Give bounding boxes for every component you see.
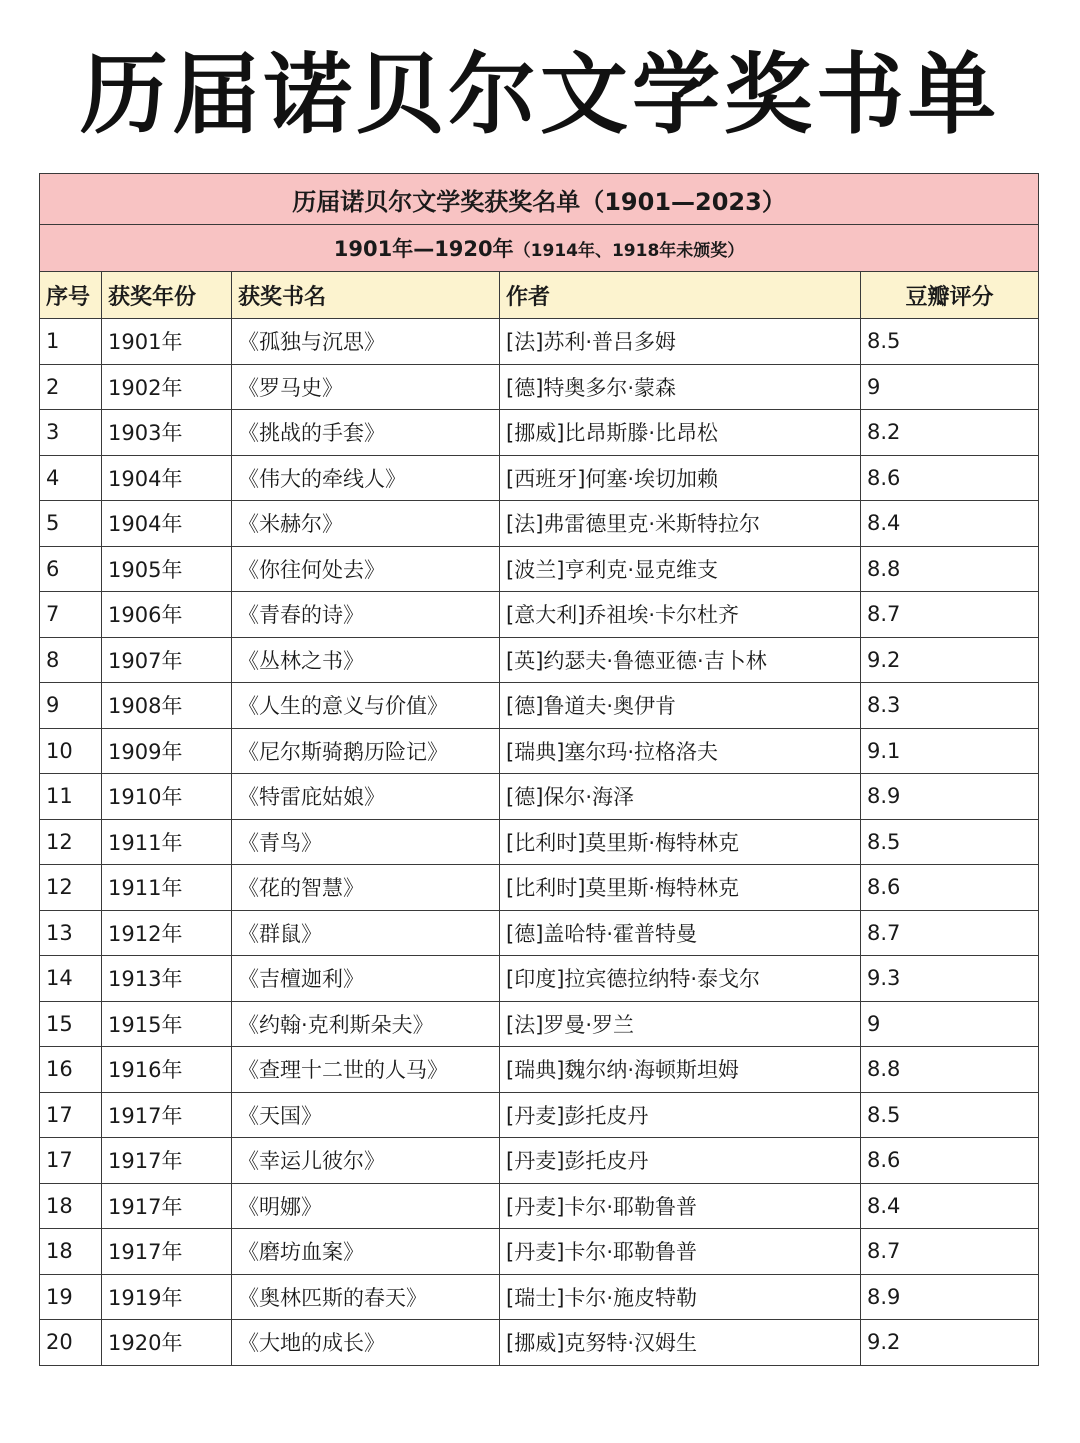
cell-rating: 8.9 [861,1274,1039,1320]
cell-no: 2 [40,364,102,410]
cell-author: [德]盖哈特·霍普特曼 [500,910,861,956]
cell-book: 《大地的成长》 [232,1320,500,1366]
table-row [40,865,1039,911]
cell-year: 1913年 [102,956,232,1002]
cell-rating: 8.6 [861,865,1039,911]
cell-no: 1 [40,319,102,365]
column-header-author: 作者 [500,272,861,319]
table-row [40,1320,1039,1366]
cell-year: 1917年 [102,1092,232,1138]
table-row [40,319,1039,365]
cell-rating: 9.2 [861,637,1039,683]
cell-no: 18 [40,1183,102,1229]
table-row [40,1274,1039,1320]
cell-book: 《幸运儿彼尔》 [232,1138,500,1184]
cell-no: 13 [40,910,102,956]
table-row [40,819,1039,865]
cell-no: 20 [40,1320,102,1366]
cell-book: 《天国》 [232,1092,500,1138]
table-title-row [40,174,1039,225]
cell-book: 《孤独与沉思》 [232,319,500,365]
cell-book: 《群鼠》 [232,910,500,956]
cell-no: 11 [40,774,102,820]
column-header-book: 获奖书名 [232,272,500,319]
table-row [40,910,1039,956]
table-row [40,1092,1039,1138]
cell-rating: 8.9 [861,774,1039,820]
cell-rating: 8.7 [861,910,1039,956]
cell-book: 《查理十二世的人马》 [232,1047,500,1093]
table-row [40,592,1039,638]
cell-year: 1917年 [102,1138,232,1184]
cell-no: 7 [40,592,102,638]
cell-book: 《磨坊血案》 [232,1229,500,1275]
cell-author: [意大利]乔祖埃·卡尔杜齐 [500,592,861,638]
table-row [40,410,1039,456]
column-header-year: 获奖年份 [102,272,232,319]
cell-book: 《明娜》 [232,1183,500,1229]
cell-author: [比利时]莫里斯·梅特林克 [500,819,861,865]
cell-rating: 8.4 [861,501,1039,547]
cell-rating: 8.7 [861,592,1039,638]
table-row [40,1229,1039,1275]
cell-author: [瑞士]卡尔·施皮特勒 [500,1274,861,1320]
cell-year: 1905年 [102,546,232,592]
page-title: 历届诺贝尔文学奖书单 [79,43,1000,146]
cell-no: 10 [40,728,102,774]
cell-author: [波兰]亨利克·显克维支 [500,546,861,592]
cell-no: 12 [40,865,102,911]
cell-year: 1920年 [102,1320,232,1366]
table-row [40,956,1039,1002]
cell-author: [挪威]比昂斯滕·比昂松 [500,410,861,456]
cell-book: 《罗马史》 [232,364,500,410]
column-header-row [40,272,1039,319]
table-row [40,546,1039,592]
cell-no: 16 [40,1047,102,1093]
cell-author: [法]弗雷德里克·米斯特拉尔 [500,501,861,547]
cell-year: 1911年 [102,819,232,865]
cell-rating: 8.7 [861,1229,1039,1275]
cell-book: 《丛林之书》 [232,637,500,683]
cell-year: 1908年 [102,683,232,729]
table-row [40,728,1039,774]
table-title: 历届诺贝尔文学奖获奖名单（1901—2023） [40,174,1039,225]
cell-rating: 9.2 [861,1320,1039,1366]
cell-year: 1915年 [102,1001,232,1047]
cell-rating: 9 [861,364,1039,410]
cell-book: 《伟大的牵线人》 [232,455,500,501]
table-row [40,683,1039,729]
cell-book: 《花的智慧》 [232,865,500,911]
cell-year: 1903年 [102,410,232,456]
column-header-rating: 豆瓣评分 [861,272,1039,319]
cell-rating: 9.3 [861,956,1039,1002]
cell-author: [丹麦]彭托皮丹 [500,1138,861,1184]
cell-rating: 8.5 [861,819,1039,865]
cell-rating: 9.1 [861,728,1039,774]
cell-author: [德]保尔·海泽 [500,774,861,820]
cell-no: 17 [40,1092,102,1138]
cell-no: 19 [40,1274,102,1320]
cell-author: [瑞典]魏尔纳·海顿斯坦姆 [500,1047,861,1093]
cell-no: 18 [40,1229,102,1275]
cell-author: [丹麦]卡尔·耶勒鲁普 [500,1183,861,1229]
cell-author: [挪威]克努特·汉姆生 [500,1320,861,1366]
table-subtitle [40,225,1039,272]
table-row [40,1183,1039,1229]
cell-book: 《青春的诗》 [232,592,500,638]
cell-book: 《约翰·克利斯朵夫》 [232,1001,500,1047]
cell-no: 8 [40,637,102,683]
nobel-book-table [39,173,1039,1366]
cell-rating: 8.2 [861,410,1039,456]
cell-no: 14 [40,956,102,1002]
cell-rating: 8.5 [861,1092,1039,1138]
cell-year: 1911年 [102,865,232,911]
cell-no: 4 [40,455,102,501]
cell-no: 12 [40,819,102,865]
cell-year: 1916年 [102,1047,232,1093]
cell-rating: 8.6 [861,1138,1039,1184]
cell-book: 《特雷庇姑娘》 [232,774,500,820]
cell-book: 《挑战的手套》 [232,410,500,456]
cell-author: [西班牙]何塞·埃切加赖 [500,455,861,501]
cell-book: 《奥林匹斯的春天》 [232,1274,500,1320]
cell-year: 1909年 [102,728,232,774]
subtitle-range: 1901年—1920年 [333,237,514,261]
cell-rating: 8.4 [861,1183,1039,1229]
table-row [40,455,1039,501]
cell-author: [德]鲁道夫·奥伊肯 [500,683,861,729]
cell-rating: 8.3 [861,683,1039,729]
cell-rating: 8.8 [861,546,1039,592]
cell-book: 《你往何处去》 [232,546,500,592]
cell-year: 1910年 [102,774,232,820]
cell-year: 1904年 [102,501,232,547]
cell-no: 3 [40,410,102,456]
cell-rating: 8.5 [861,319,1039,365]
cell-no: 9 [40,683,102,729]
table-row [40,1047,1039,1093]
table-row [40,637,1039,683]
cell-author: [瑞典]塞尔玛·拉格洛夫 [500,728,861,774]
cell-year: 1917年 [102,1183,232,1229]
cell-author: [法]罗曼·罗兰 [500,1001,861,1047]
table-subtitle-row [40,225,1039,272]
cell-book: 《人生的意义与价值》 [232,683,500,729]
cell-book: 《尼尔斯骑鹅历险记》 [232,728,500,774]
table-row [40,364,1039,410]
cell-author: [比利时]莫里斯·梅特林克 [500,865,861,911]
cell-author: [法]苏利·普吕多姆 [500,319,861,365]
cell-no: 5 [40,501,102,547]
cell-book: 《米赫尔》 [232,501,500,547]
table-row [40,501,1039,547]
cell-no: 6 [40,546,102,592]
cell-author: [丹麦]卡尔·耶勒鲁普 [500,1229,861,1275]
cell-author: [丹麦]彭托皮丹 [500,1092,861,1138]
cell-book: 《青鸟》 [232,819,500,865]
cell-author: [德]特奥多尔·蒙森 [500,364,861,410]
cell-rating: 8.8 [861,1047,1039,1093]
cell-year: 1917年 [102,1229,232,1275]
cell-rating: 9 [861,1001,1039,1047]
column-header-no: 序号 [40,272,102,319]
table-row [40,774,1039,820]
table-row [40,1001,1039,1047]
cell-author: [英]约瑟夫·鲁德亚德·吉卜林 [500,637,861,683]
cell-year: 1919年 [102,1274,232,1320]
cell-book: 《吉檀迦利》 [232,956,500,1002]
cell-year: 1906年 [102,592,232,638]
cell-year: 1901年 [102,319,232,365]
cell-year: 1907年 [102,637,232,683]
table-row [40,1138,1039,1184]
cell-year: 1904年 [102,455,232,501]
cell-author: [印度]拉宾德拉纳特·泰戈尔 [500,956,861,1002]
cell-no: 15 [40,1001,102,1047]
cell-no: 17 [40,1138,102,1184]
cell-rating: 8.6 [861,455,1039,501]
subtitle-note: （1914年、1918年未颁奖） [513,241,745,261]
cell-year: 1912年 [102,910,232,956]
cell-year: 1902年 [102,364,232,410]
